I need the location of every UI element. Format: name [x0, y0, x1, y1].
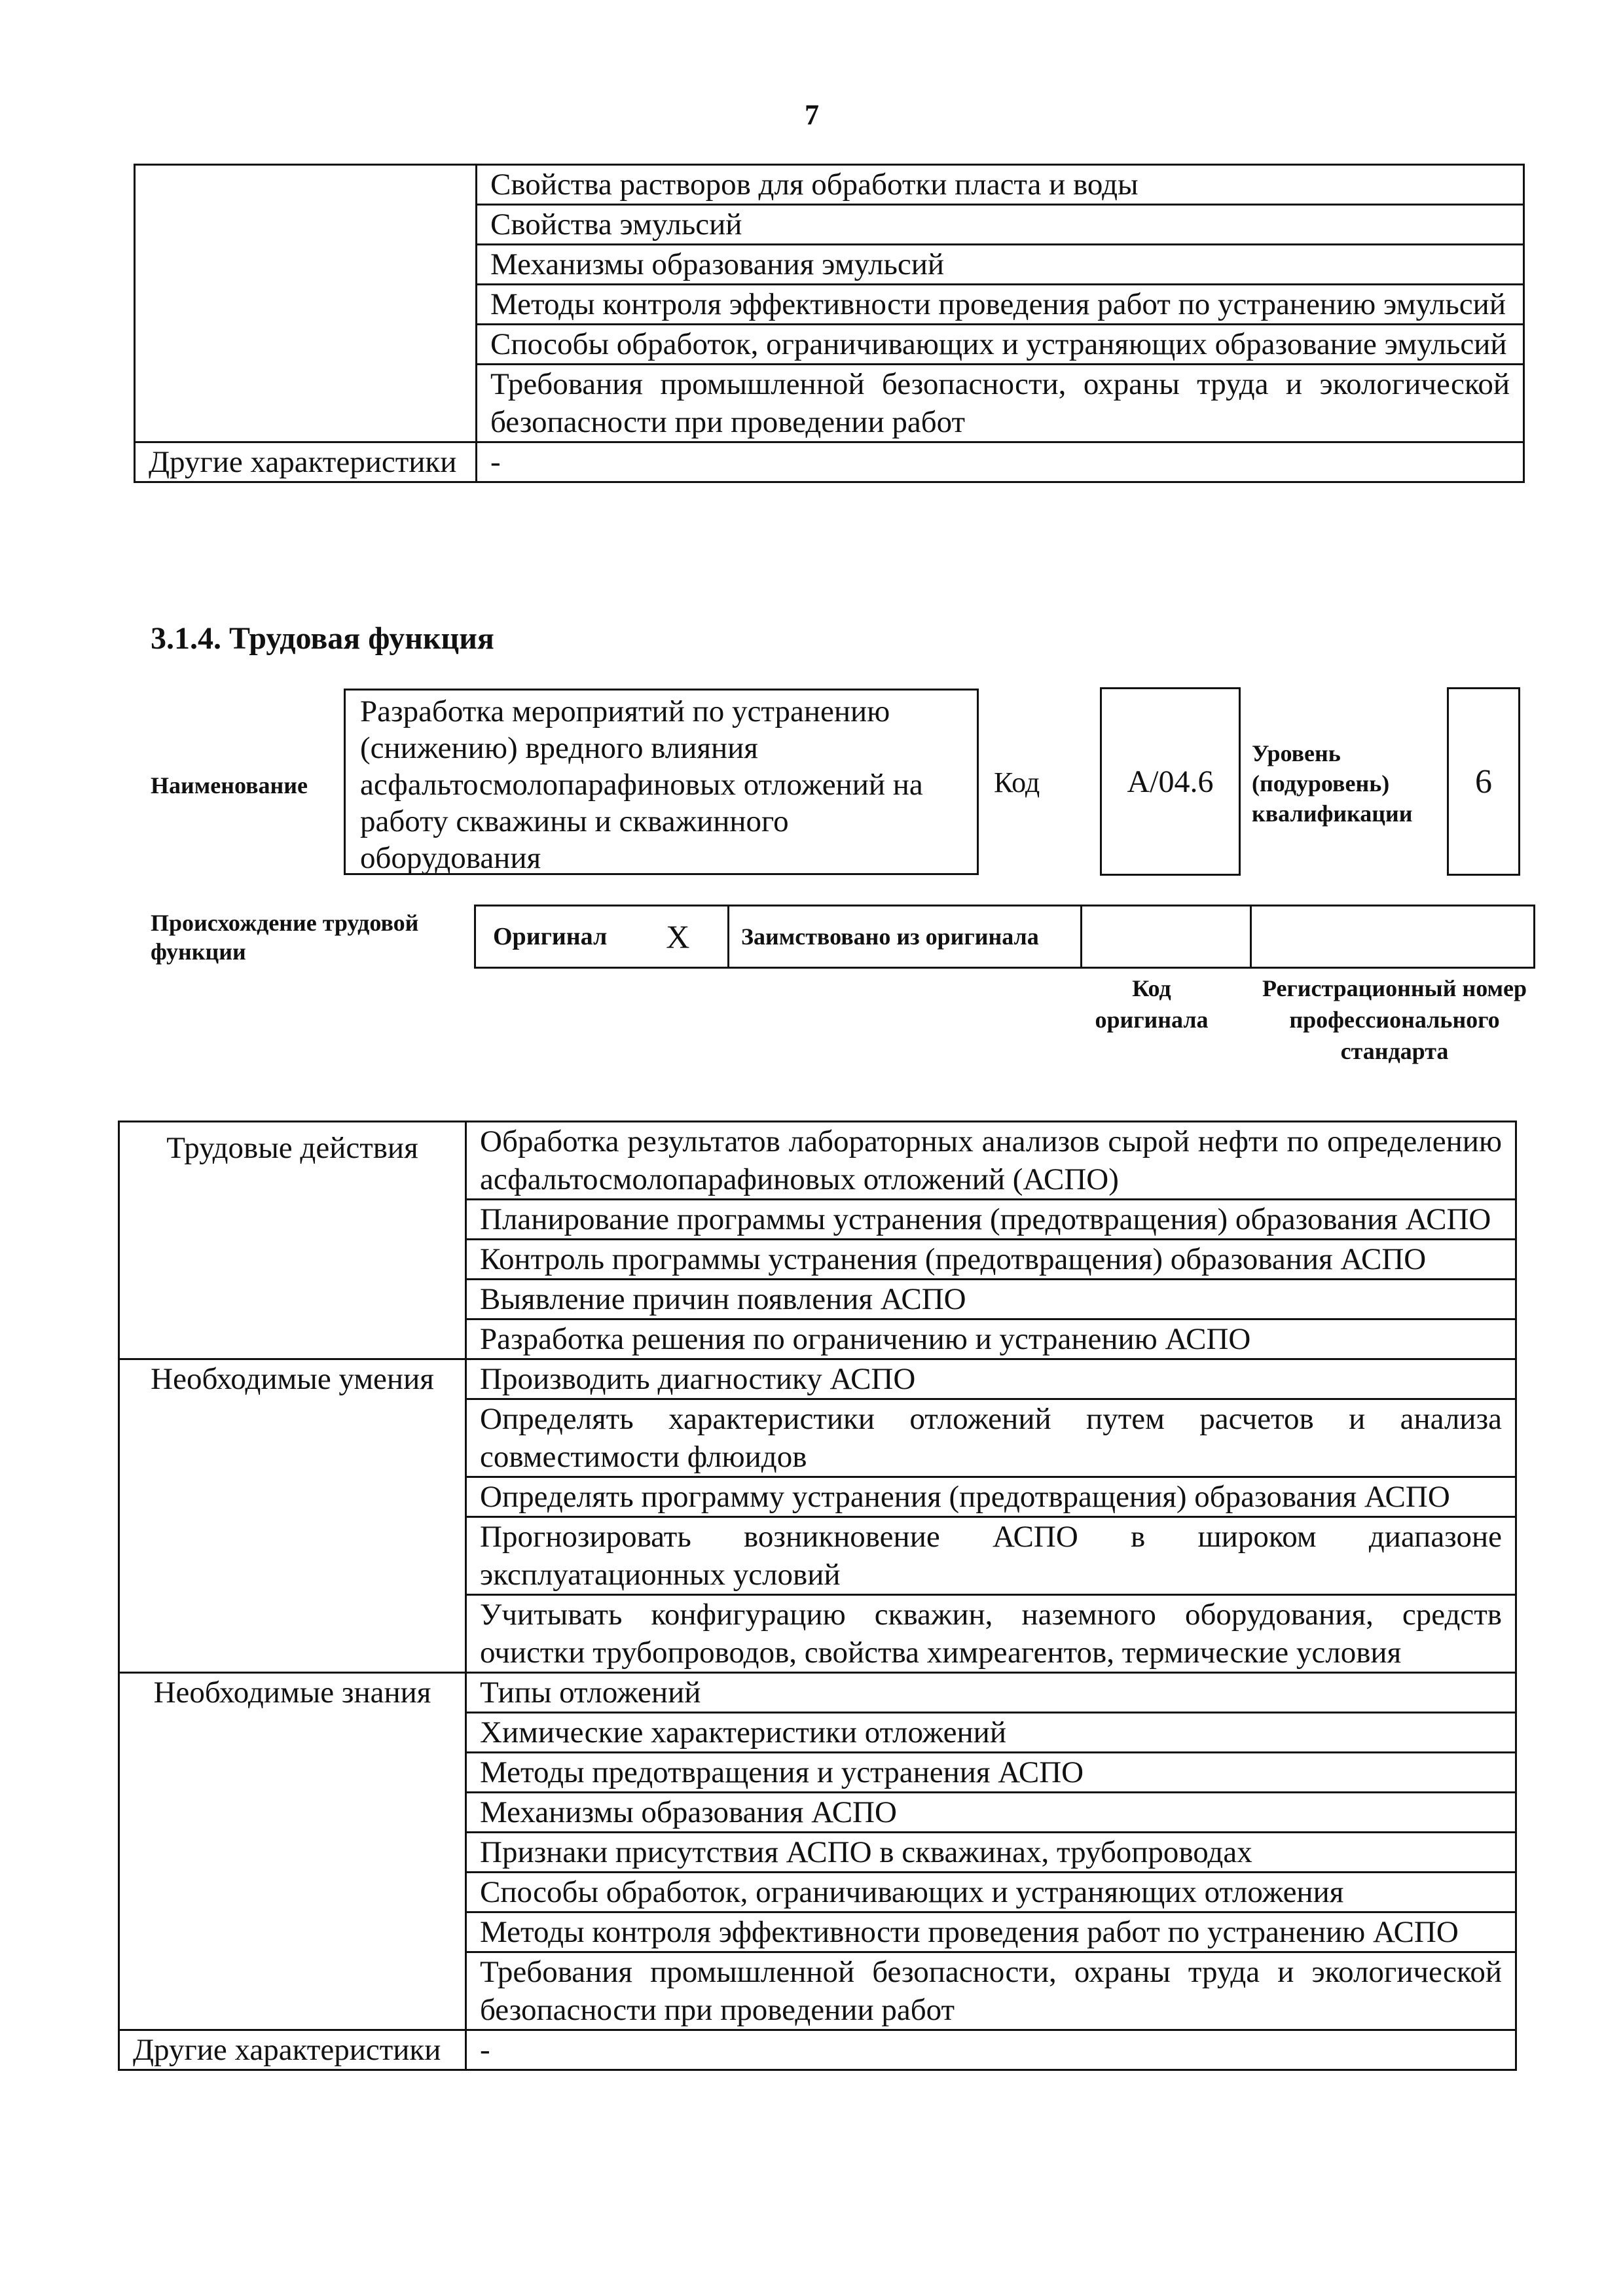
original-cell — [475, 906, 729, 968]
skill-item: Учитывать конфигурацию скважин, наземного оборудования, средств очистки трубопроводов, свойства химреагентов, термические условия — [466, 1595, 1516, 1673]
registration-number-cell — [1251, 906, 1535, 968]
table-row — [475, 906, 1535, 968]
labour-function-table — [118, 1121, 1517, 2071]
other-characteristics-value: - — [477, 442, 1524, 482]
labour-actions-label: Трудовые действия — [119, 1122, 466, 1359]
knowledge-item: Механизмы образования АСПО — [466, 1793, 1516, 1833]
section-title: 3.1.4. Трудовая функция — [151, 621, 494, 656]
code-label: Код — [994, 766, 1040, 798]
knowledge-item: Методы контроля эффективности проведения работ по устранению АСПО — [466, 1912, 1516, 1952]
knowledge-item: Типы отложений — [466, 1673, 1516, 1713]
knowledge-item: Свойства эмульсий — [477, 205, 1524, 245]
name-label: Наименование — [151, 772, 308, 798]
knowledge-item: Механизмы образования эмульсий — [477, 245, 1524, 285]
knowledge-item: Требования промышленной безопасности, охраны труда и экологической безопасности при проведении работ — [466, 1952, 1516, 2030]
function-name-box: Разработка мероприятий по устранению (снижению) вредного влияния асфальтосмолопарафиновых отложений на работу скважины и скважинного оборудования — [344, 689, 979, 875]
other-characteristics-label: Другие характеристики — [135, 442, 477, 482]
action-item: Выявление причин появления АСПО — [466, 1280, 1516, 1319]
action-item: Разработка решения по ограничению и устранению АСПО — [466, 1319, 1516, 1359]
knowledge-item: Способы обработок, ограничивающих и устраняющих отложения — [466, 1873, 1516, 1912]
table-row — [135, 442, 1524, 482]
required-knowledge-label: Необходимые знания — [119, 1673, 466, 2030]
code-original-caption: Код оригинала — [1095, 975, 1209, 1033]
table-row — [119, 1122, 1516, 1200]
table-row — [135, 165, 1524, 205]
knowledge-item: Требования промышленной безопасности, охраны труда и экологической безопасности при проведении работ — [477, 365, 1524, 442]
skill-item: Определять программу устранения (предотвращения) образования АСПО — [466, 1477, 1516, 1517]
borrowed-label: Заимствовано из оригинала — [729, 906, 1082, 968]
knowledge-item: Признаки присутствия АСПО в скважинах, трубопроводах — [466, 1833, 1516, 1873]
table-row — [119, 2030, 1516, 2070]
required-skills-label: Необходимые умения — [119, 1359, 466, 1673]
qualification-level-label: Уровень (подуровень) квалификации — [1252, 740, 1413, 827]
action-item: Контроль программы устранения (предотвращения) образования АСПО — [466, 1240, 1516, 1280]
knowledge-item: Методы предотвращения и устранения АСПО — [466, 1753, 1516, 1793]
other-characteristics-value: - — [466, 2030, 1516, 2070]
original-code-cell — [1082, 906, 1251, 968]
knowledge-item: Способы обработок, ограничивающих и устраняющих образование эмульсий — [477, 325, 1524, 365]
origin-label: Происхождение трудовой функции — [151, 910, 419, 965]
original-label: Оригинал — [493, 923, 608, 950]
knowledge-item: Методы контроля эффективности проведения работ по устранению эмульсий — [477, 285, 1524, 325]
table-row — [119, 1673, 1516, 1713]
page-number: 7 — [805, 99, 819, 131]
skill-item: Определять характеристики отложений путем расчетов и анализа совместимости флюидов — [466, 1399, 1516, 1477]
original-mark: X — [666, 918, 690, 955]
registration-number-caption: Регистрационный номер профессионального стандарта — [1262, 975, 1527, 1064]
knowledge-label-cell-empty — [135, 165, 477, 442]
knowledge-table-continued — [134, 164, 1525, 483]
skill-item: Прогнозировать возникновение АСПО в широком диапазоне эксплуатационных условий — [466, 1517, 1516, 1595]
knowledge-item: Химические характеристики отложений — [466, 1713, 1516, 1753]
action-item: Планирование программы устранения (предотвращения) образования АСПО — [466, 1200, 1516, 1240]
action-item: Обработка результатов лабораторных анализов сырой нефти по определению асфальтосмолопарафиновых отложений (АСПО) — [466, 1122, 1516, 1200]
origin-table — [474, 905, 1535, 969]
knowledge-item: Свойства растворов для обработки пласта и воды — [477, 165, 1524, 205]
other-characteristics-label: Другие характеристики — [119, 2030, 466, 2070]
code-value: А/04.6 — [1100, 687, 1241, 876]
table-row — [119, 1359, 1516, 1399]
qualification-level-value: 6 — [1447, 687, 1520, 876]
skill-item: Производить диагностику АСПО — [466, 1359, 1516, 1399]
